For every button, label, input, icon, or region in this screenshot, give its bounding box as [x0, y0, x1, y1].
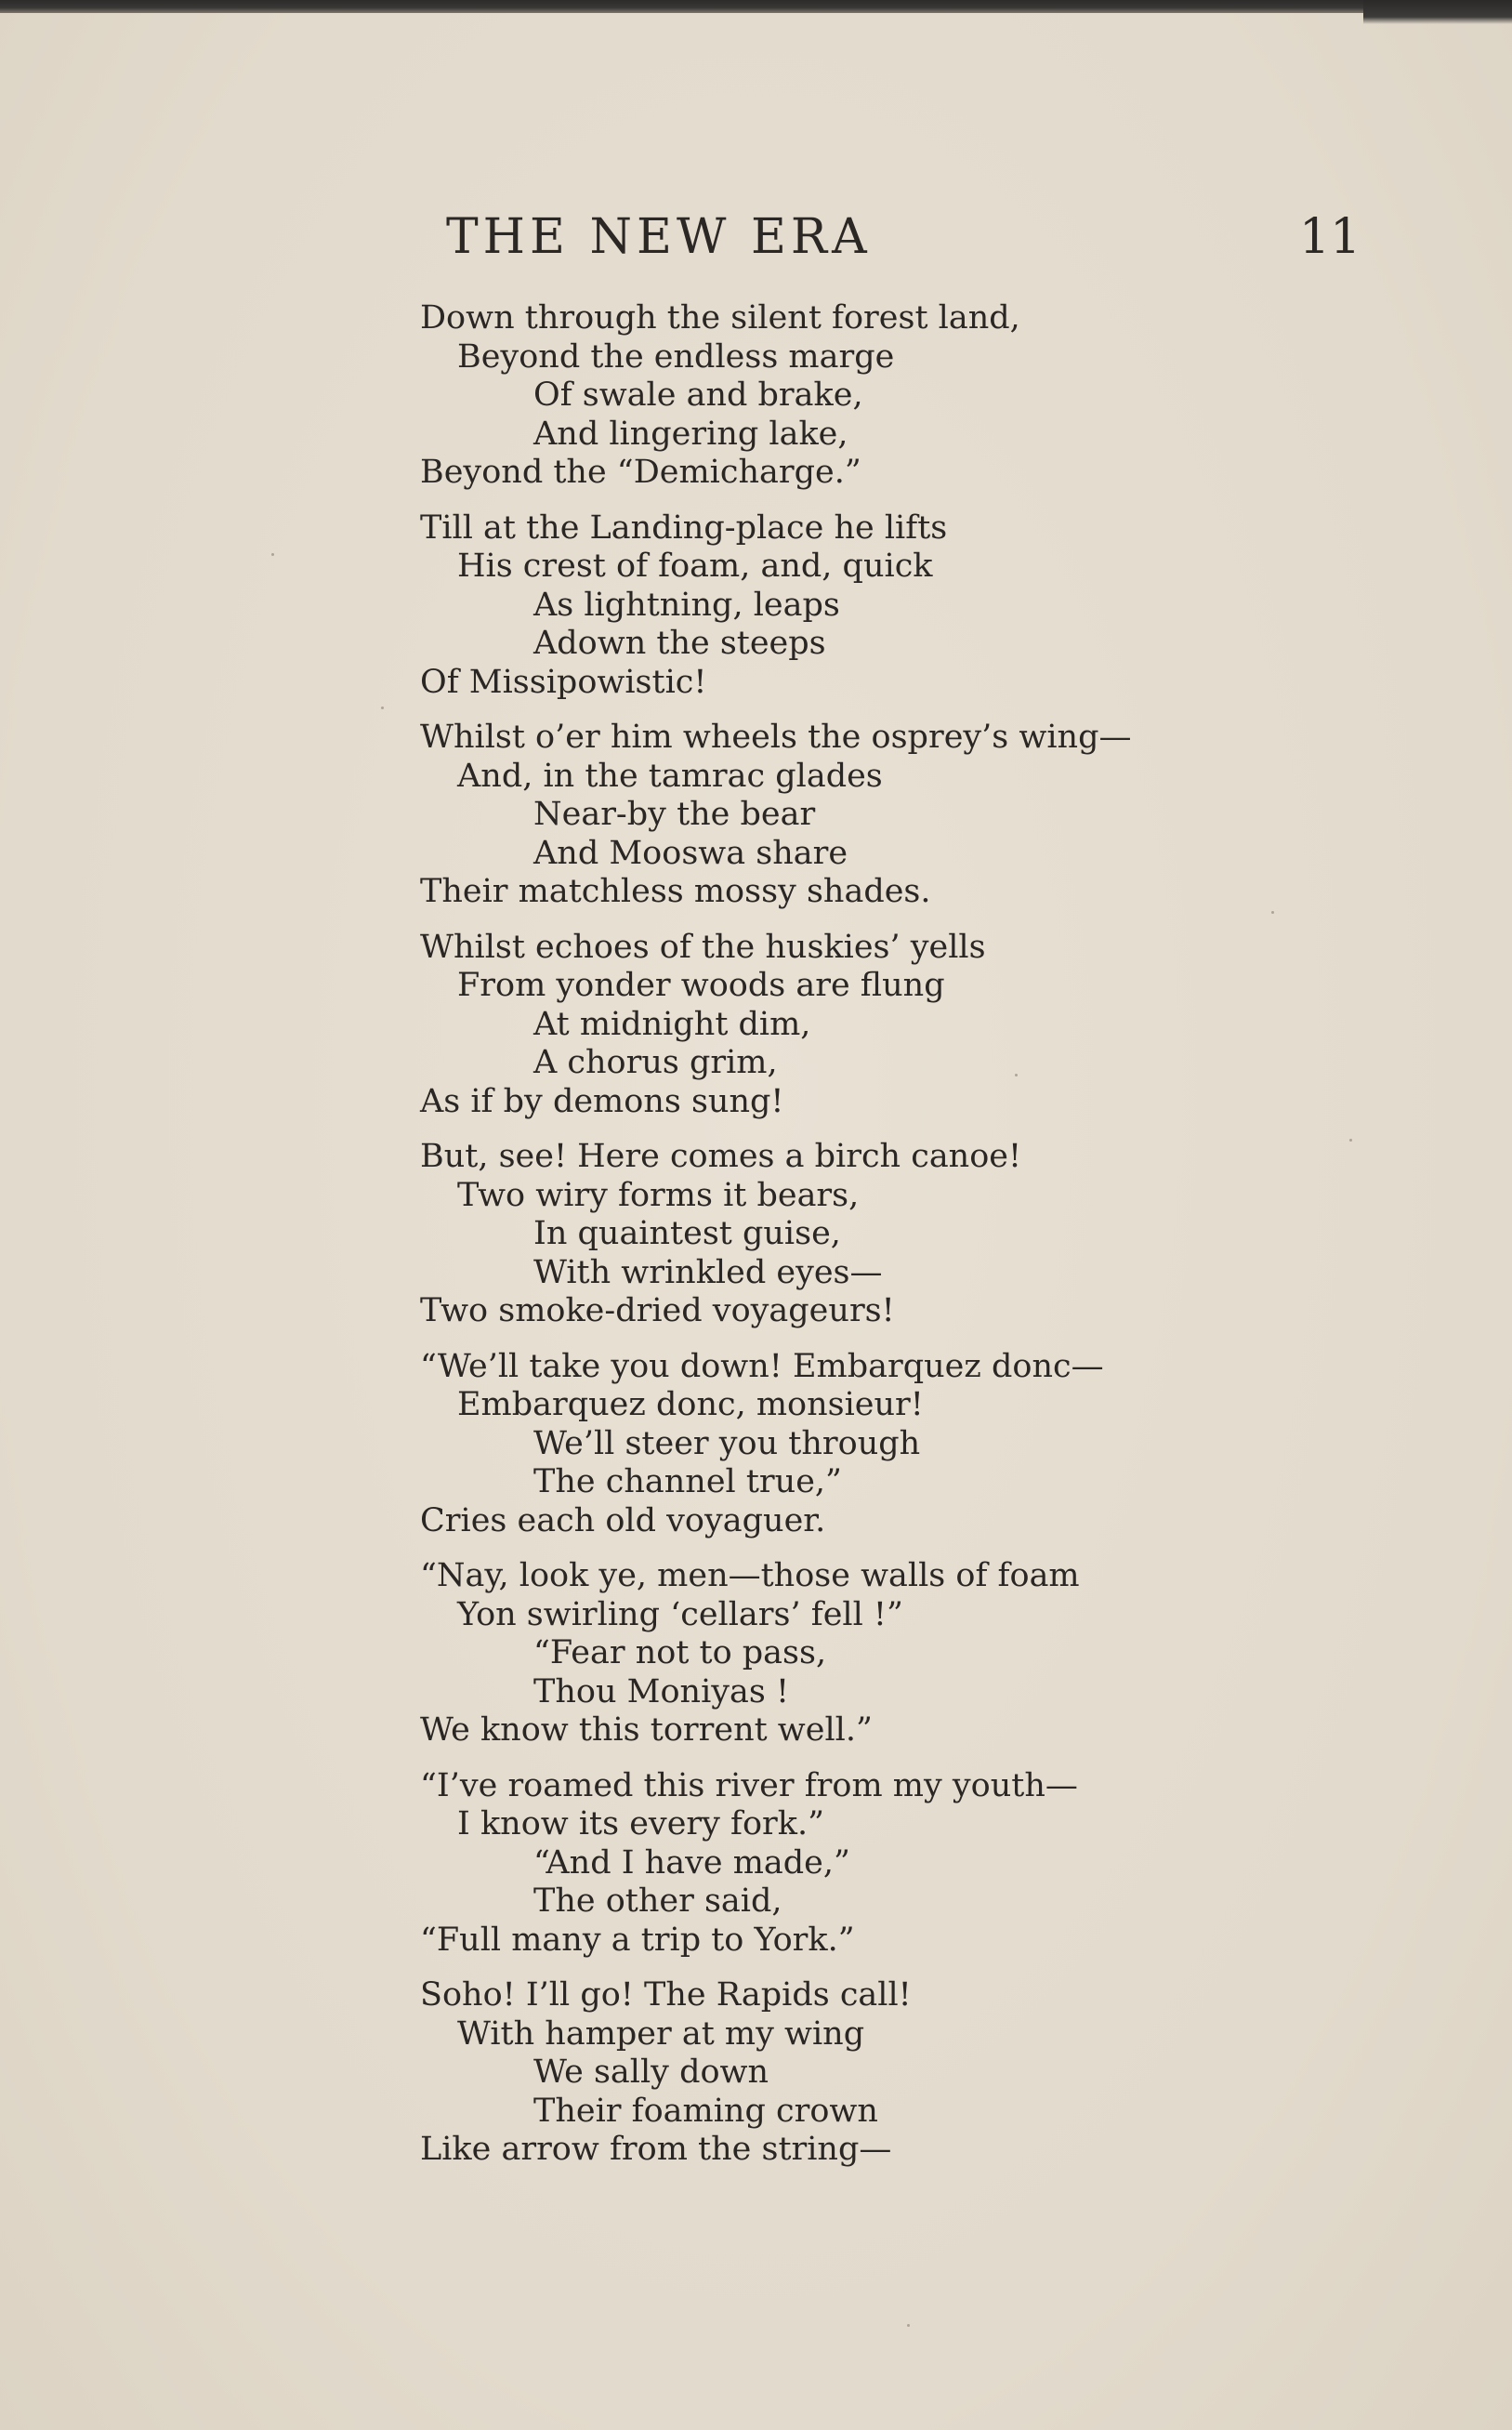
paper-speck — [381, 707, 384, 709]
stanza — [420, 1557, 1256, 1750]
poem-line: The other said, — [533, 1882, 782, 1920]
paper-speck — [1271, 911, 1274, 914]
poem-line: Two wiry forms it bears, — [457, 1176, 860, 1214]
paper-speck — [907, 2324, 910, 2327]
stanza — [420, 929, 1256, 1122]
poem-line: With wrinkled eyes— — [533, 1253, 883, 1291]
poem-line: Whilst echoes of the huskies’ yells — [420, 928, 986, 966]
poem-line: But, see! Here comes a birch canoe! — [420, 1138, 1022, 1175]
poem-line: The channel true,” — [533, 1463, 842, 1500]
poem-line: Down through the silent forest land, — [420, 299, 1020, 337]
stanza — [420, 1348, 1256, 1541]
poem-line: Cries each old voyaguer. — [420, 1501, 826, 1539]
poem-line: Embarquez donc, monsieur! — [457, 1386, 924, 1423]
poem-line: Their foaming crown — [533, 2092, 878, 2130]
stanza — [420, 1767, 1256, 1961]
paper-speck — [1015, 1074, 1018, 1076]
poem-line: Yon swirling ‘cellars’ fell !” — [457, 1595, 903, 1633]
poem-line: We know this torrent well.” — [420, 1711, 873, 1749]
poem-line: “I’ve roamed this river from my youth— — [420, 1766, 1078, 1804]
poem-line: As lightning, leaps — [533, 586, 840, 624]
page-number: 11 — [1299, 209, 1361, 265]
poem-line: In quaintest guise, — [533, 1215, 841, 1252]
poem-line: From yonder woods are flung — [457, 967, 945, 1004]
stanza — [420, 509, 1256, 703]
poem-line: Thou Moniyas ! — [533, 1672, 790, 1710]
poem-line: Near-by the bear — [533, 796, 816, 833]
poem-line: Soho! I’ll go! The Rapids call! — [420, 1976, 912, 2014]
poem-line: As if by demons sung! — [420, 1082, 784, 1120]
running-title: THE NEW ERA — [446, 209, 872, 265]
poem-line: Beyond the endless marge — [457, 337, 895, 376]
stanza — [420, 719, 1256, 912]
stanza — [420, 299, 1256, 493]
poem-line: And lingering lake, — [533, 415, 848, 453]
poem-line: A chorus grim, — [533, 1044, 778, 1081]
poem-line: Whilst o’er him wheels the osprey’s wing— — [420, 719, 1132, 756]
poem-line: “We’ll take you down! Embarquez donc— — [420, 1347, 1104, 1385]
page-top-edge — [0, 0, 1512, 13]
poem-line: I know its every fork.” — [457, 1805, 825, 1842]
poem-line: Two smoke-dried voyageurs! — [420, 1292, 895, 1329]
stanza — [420, 1138, 1256, 1331]
poem-line: Of Missipowistic! — [420, 663, 707, 701]
poem-line: Their matchless mossy shades. — [420, 873, 931, 910]
poem-line: Beyond the “Demicharge.” — [420, 454, 861, 491]
stanza — [420, 1976, 1256, 2170]
poem-line: At midnight dim, — [533, 1005, 811, 1043]
paper-speck — [271, 553, 274, 556]
poem-line: His crest of foam, and, quick — [457, 548, 933, 585]
poem-line: “And I have made,” — [533, 1843, 850, 1882]
poem-body — [420, 299, 1256, 2186]
page-top-shadow — [1363, 0, 1512, 24]
poem-line: Adown the steeps — [533, 625, 826, 662]
poem-line: And, in the tamrac glades — [457, 757, 883, 795]
poem-line: “Nay, look ye, men—those walls of foam — [420, 1557, 1080, 1594]
poem-line: And Mooswa share — [533, 834, 848, 872]
poem-line: “Fear not to pass, — [533, 1634, 827, 1671]
poem-line: “Full many a trip to York.” — [420, 1921, 855, 1959]
page-header — [0, 209, 1512, 284]
poem-line: Like arrow from the string— — [420, 2131, 892, 2168]
poem-line: With hamper at my wing — [457, 2014, 865, 2053]
poem-line: Till at the Landing-place he lifts — [420, 508, 948, 547]
poem-line: Of swale and brake, — [533, 376, 863, 414]
poem-line: We’ll steer you through — [533, 1424, 921, 1462]
paper-speck — [1349, 1139, 1352, 1142]
poem-line: We sally down — [533, 2054, 769, 2091]
